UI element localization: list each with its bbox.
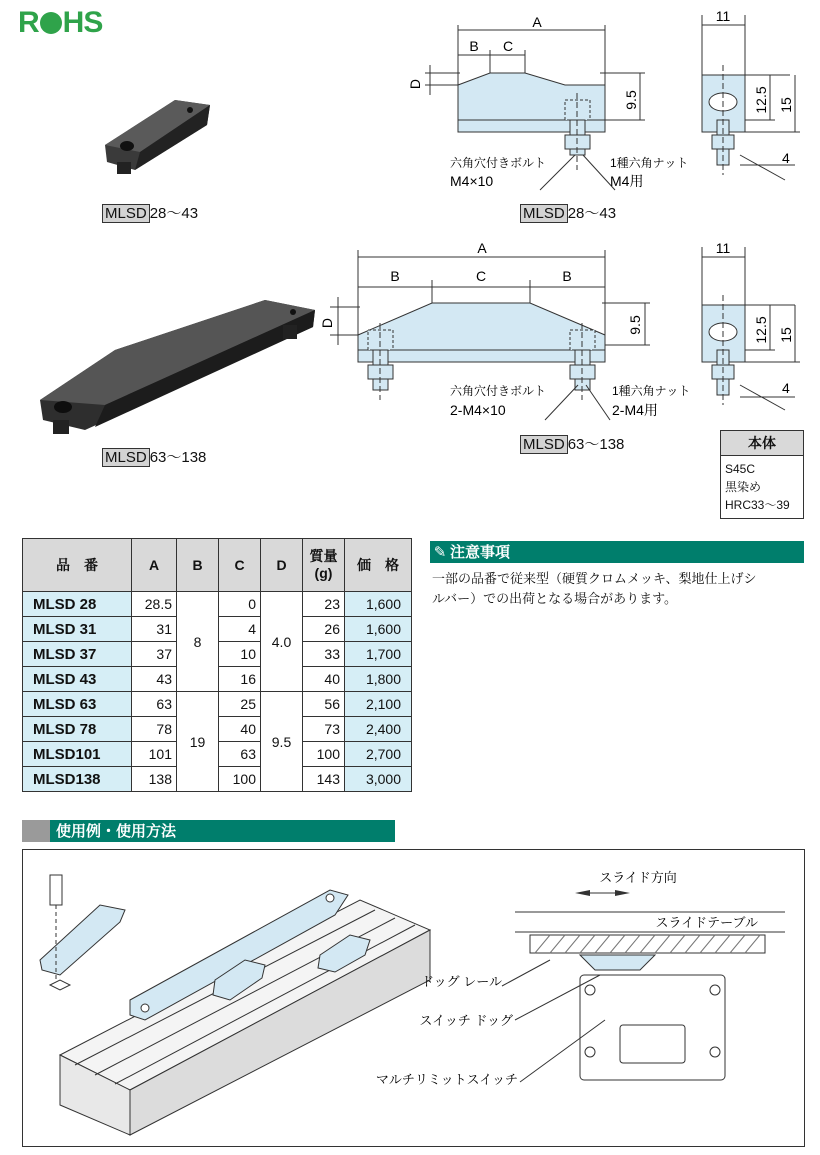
header-d: D	[261, 539, 303, 592]
cell-d-group1: 4.0	[261, 592, 303, 692]
bolt-label-small: 六角穴付きボルト	[450, 156, 547, 170]
dim-b-small: B	[469, 38, 479, 54]
nut-label-small: 1種六角ナット	[610, 156, 689, 170]
dim-h2-small: 15	[778, 97, 794, 113]
product-photo-small	[95, 90, 235, 185]
caption-small-drawing-prefix: MLSD	[520, 204, 568, 223]
drawing-small	[400, 5, 810, 225]
dim-c-large: C	[475, 268, 487, 284]
cell-mass: 26	[303, 617, 345, 642]
dim-a-small: A	[532, 14, 542, 30]
cell-b-group1: 8	[177, 592, 219, 692]
dim-b1-large: B	[390, 268, 400, 284]
caption-small-prefix: MLSD	[102, 204, 150, 223]
cell-a: 78	[132, 717, 177, 742]
usage-title: 使用例・使用方法	[56, 822, 177, 840]
spec-table	[22, 538, 412, 792]
header-price: 価 格	[345, 539, 412, 592]
notes-text-line1: 一部の品番で従来型（硬質クロムメッキ、梨地仕上げシ	[432, 571, 757, 586]
arrow-right-icon	[615, 890, 630, 896]
cell-c: 100	[219, 767, 261, 792]
cell-price: 2,700	[345, 742, 412, 767]
bolt-size-large: 2-M4×10	[450, 402, 506, 418]
dim-4-small: 4	[782, 150, 790, 166]
header-mass-1: 質量	[309, 548, 338, 564]
usage-illustration-switch	[375, 860, 800, 1140]
caption-small-drawing	[520, 202, 616, 223]
cell-c: 16	[219, 667, 261, 692]
cell-mass: 100	[303, 742, 345, 767]
header-b: B	[177, 539, 219, 592]
cell-price: 2,400	[345, 717, 412, 742]
cell-price: 1,600	[345, 592, 412, 617]
caption-large-drawing	[520, 433, 624, 454]
header-mass	[303, 539, 345, 592]
cell-price: 1,700	[345, 642, 412, 667]
bolt-label-large: 六角穴付きボルト	[450, 384, 547, 398]
cell-c: 40	[219, 717, 261, 742]
material-line-3: HRC33～39	[725, 498, 790, 512]
caption-large-range: 63～138	[149, 449, 207, 466]
arrow-left-icon	[575, 890, 590, 896]
cell-price: 1,600	[345, 617, 412, 642]
dim-4-large: 4	[782, 380, 790, 396]
dim-c-small: C	[502, 38, 514, 54]
cell-b-group2: 19	[177, 692, 219, 792]
header-mass-2: (g)	[314, 565, 333, 581]
dim-w-large: 11	[715, 240, 731, 256]
table-row	[23, 692, 412, 717]
cell-mass: 73	[303, 717, 345, 742]
cell-part-number: MLSD 63	[23, 692, 132, 717]
dim-h-small: 9.5	[623, 90, 639, 110]
cell-mass: 56	[303, 692, 345, 717]
header-a: A	[132, 539, 177, 592]
cell-a: 31	[132, 617, 177, 642]
cell-part-number: MLSD101	[23, 742, 132, 767]
material-box	[720, 430, 804, 519]
cell-part-number: MLSD 37	[23, 642, 132, 667]
dim-h1-large: 12.5	[753, 316, 769, 344]
bolt-size-small: M4×10	[450, 173, 494, 189]
cell-c: 25	[219, 692, 261, 717]
dim-d-small: D	[407, 78, 423, 90]
usage-header-tab	[22, 820, 50, 842]
label-switch-dog: スイッチ ドッグ	[419, 1013, 513, 1028]
product-photo-large	[25, 295, 325, 445]
cell-mass: 143	[303, 767, 345, 792]
caption-large-prefix: MLSD	[102, 448, 150, 467]
dim-w-small: 11	[715, 8, 731, 24]
cell-a: 138	[132, 767, 177, 792]
label-multi-limit-switch: マルチリミットスイッチ	[375, 1072, 518, 1087]
label-slide-direction: スライド方向	[599, 870, 677, 885]
cell-c: 0	[219, 592, 261, 617]
drawing-large	[320, 235, 810, 435]
dim-h2-large: 15	[778, 327, 794, 343]
header-part-number: 品 番	[23, 539, 132, 592]
cell-mass: 33	[303, 642, 345, 667]
nut-size-small: M4用	[610, 173, 644, 189]
material-line-2: 黒染め	[725, 480, 762, 494]
dim-a-large: A	[477, 240, 487, 256]
cell-part-number: MLSD 43	[23, 667, 132, 692]
header-c: C	[219, 539, 261, 592]
dim-h1-small: 12.5	[753, 86, 769, 114]
cell-a: 101	[132, 742, 177, 767]
caption-large-drawing-prefix: MLSD	[520, 435, 568, 454]
cell-c: 63	[219, 742, 261, 767]
nut-label-large: 1種六角ナット	[612, 384, 691, 398]
cell-price: 1,800	[345, 667, 412, 692]
caption-small-range: 28～43	[149, 205, 199, 222]
cell-mass: 40	[303, 667, 345, 692]
caption-small-drawing-range: 28～43	[567, 205, 617, 222]
cell-part-number: MLSD 31	[23, 617, 132, 642]
cell-a: 28.5	[132, 592, 177, 617]
caption-small-photo	[102, 202, 198, 223]
notes-title: 注意事項	[450, 543, 511, 561]
cell-part-number: MLSD 78	[23, 717, 132, 742]
label-dog-rail: ドッグ レール	[421, 974, 502, 989]
nut-size-large: 2-M4用	[612, 402, 658, 418]
cell-c: 4	[219, 617, 261, 642]
cell-price: 2,100	[345, 692, 412, 717]
cell-d-group2: 9.5	[261, 692, 303, 792]
cell-part-number: MLSD138	[23, 767, 132, 792]
material-line-1: S45C	[725, 462, 756, 476]
usage-header	[22, 820, 395, 842]
cell-part-number: MLSD 28	[23, 592, 132, 617]
label-slide-table: スライドテーブル	[655, 915, 758, 930]
cell-a: 43	[132, 667, 177, 692]
cell-price: 3,000	[345, 767, 412, 792]
caption-large-drawing-range: 63～138	[567, 436, 625, 453]
cell-mass: 23	[303, 592, 345, 617]
dim-b2-large: B	[562, 268, 572, 284]
cell-c: 10	[219, 642, 261, 667]
dim-d-large: D	[319, 317, 335, 329]
material-header: 本体	[721, 431, 803, 456]
caption-large-photo	[102, 446, 206, 467]
notes-header	[430, 541, 804, 563]
pencil-icon: ✎	[433, 543, 447, 561]
dim-h-large: 9.5	[627, 315, 643, 335]
usage-illustration-rail	[30, 860, 450, 1140]
notes-text	[432, 569, 807, 609]
cell-a: 63	[132, 692, 177, 717]
notes-text-line2: ルバー）での出荷となる場合があります。	[432, 591, 678, 606]
cell-a: 37	[132, 642, 177, 667]
rohs-logo: R HS	[18, 6, 103, 39]
table-row	[23, 592, 412, 617]
